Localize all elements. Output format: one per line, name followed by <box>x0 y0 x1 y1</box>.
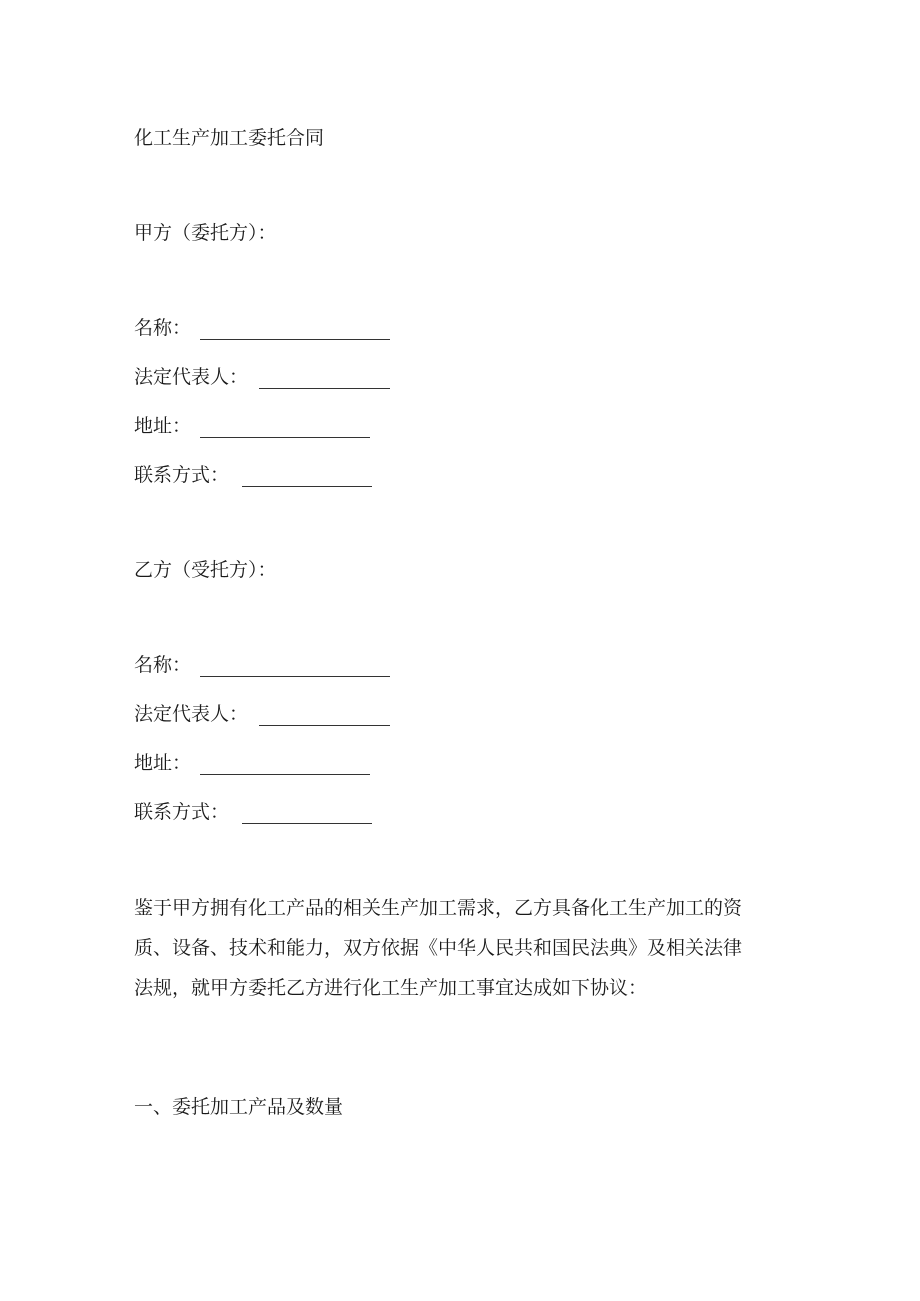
party-a-legal-rep-blank[interactable] <box>259 368 390 389</box>
party-a-contact-row <box>134 463 372 487</box>
party-a-legal-rep-row <box>134 365 390 389</box>
party-b-address-blank[interactable] <box>200 754 370 775</box>
party-a-address-row <box>134 414 370 438</box>
party-a-name-label: 名称： <box>134 317 192 339</box>
party-b-heading: 乙方（受托方）： <box>134 559 277 581</box>
party-a-legal-rep-label: 法定代表人： <box>134 366 249 388</box>
party-b-legal-rep-row <box>134 702 390 726</box>
party-a-address-label: 地址： <box>134 415 192 437</box>
party-b-legal-rep-label: 法定代表人： <box>134 703 249 725</box>
party-b-name-row <box>134 653 390 677</box>
party-b-contact-blank[interactable] <box>242 803 372 824</box>
party-b-legal-rep-blank[interactable] <box>259 705 390 726</box>
preamble-line: 质、设备、技术和能力，双方依据《中华人民共和国民法典》及相关法律 <box>134 937 743 959</box>
party-b-address-label: 地址： <box>134 752 192 774</box>
party-a-address-blank[interactable] <box>200 417 370 438</box>
party-b-contact-row <box>134 800 372 824</box>
section-1-heading: 一、委托加工产品及数量 <box>134 1096 344 1118</box>
party-a-name-blank[interactable] <box>200 319 390 340</box>
party-b-contact-label: 联系方式： <box>134 801 230 823</box>
document-title: 化工生产加工委托合同 <box>134 127 325 149</box>
party-a-contact-blank[interactable] <box>242 466 372 487</box>
preamble-line: 法规，就甲方委托乙方进行化工生产加工事宜达成如下协议： <box>134 977 648 999</box>
party-a-heading: 甲方（委托方）： <box>134 222 277 244</box>
preamble-paragraph <box>134 888 786 1008</box>
party-b-name-blank[interactable] <box>200 656 390 677</box>
preamble-line: 鉴于甲方拥有化工产品的相关生产加工需求，乙方具备化工生产加工的资 <box>134 897 743 919</box>
party-a-name-row <box>134 316 390 340</box>
party-a-contact-label: 联系方式： <box>134 464 230 486</box>
party-b-name-label: 名称： <box>134 654 192 676</box>
party-b-address-row <box>134 751 370 775</box>
